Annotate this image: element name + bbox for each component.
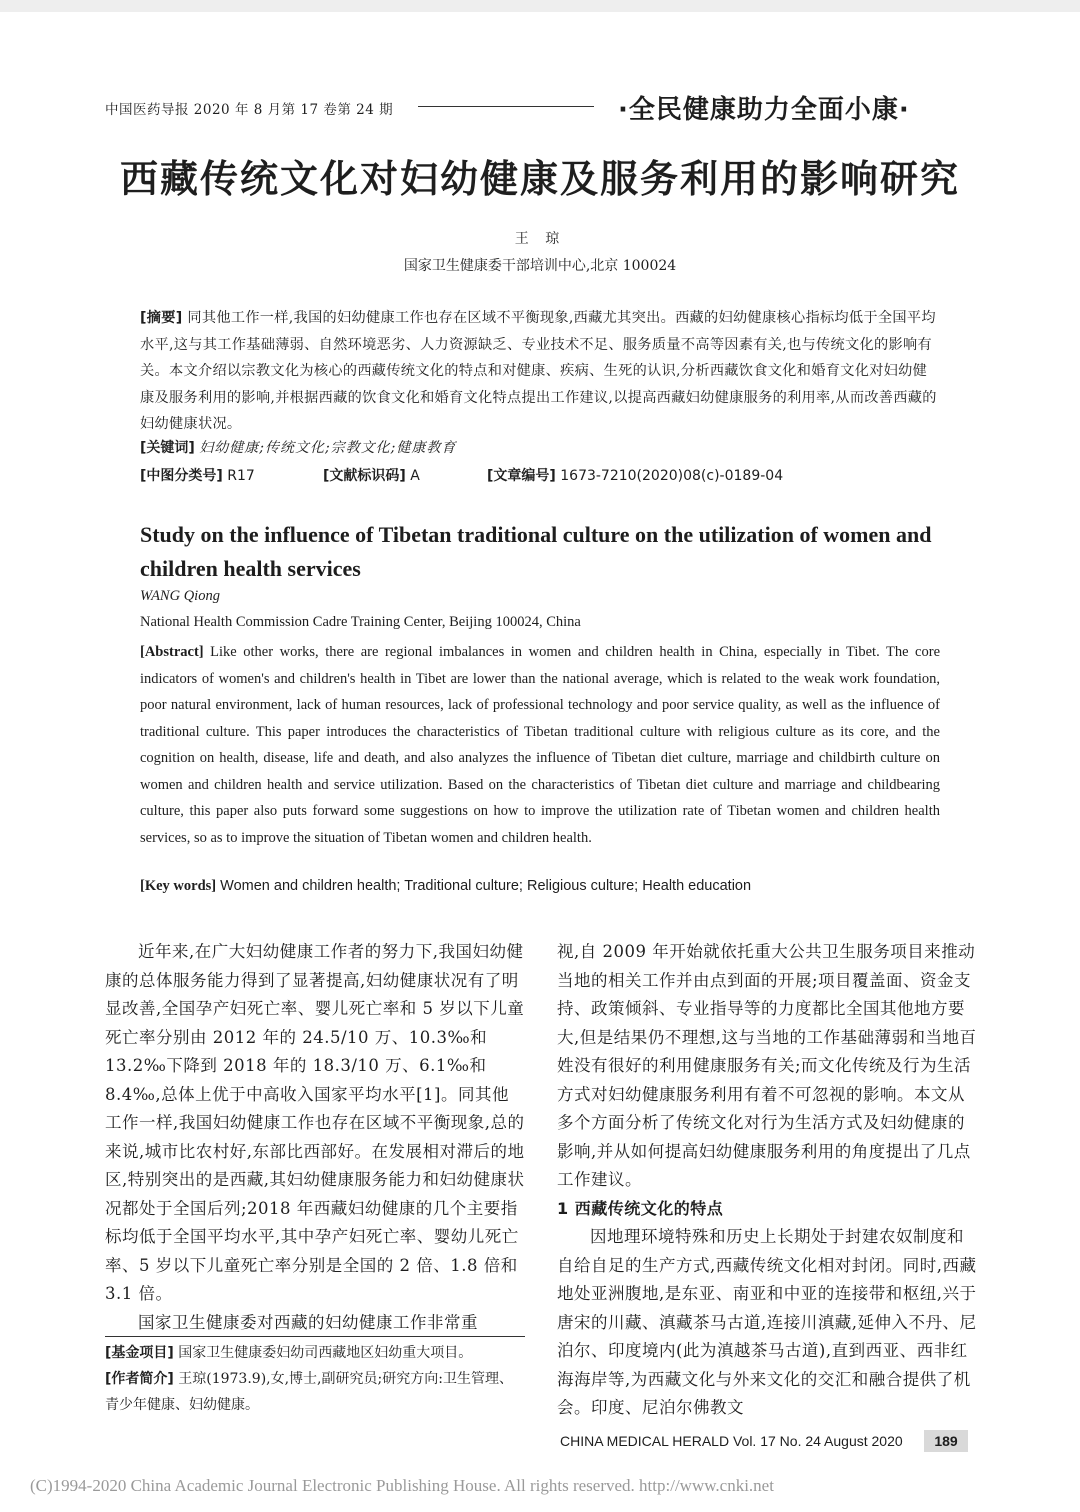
english-affiliation: National Health Commission Cadre Training Center, Beijing 100024, China — [140, 614, 581, 630]
abstract-cn-tag: [摘要] — [140, 310, 183, 326]
doc-tag: [文献标识码] — [323, 468, 406, 484]
clc-value: R17 — [227, 468, 255, 484]
column-name: ·全民健康助力全面小康· — [618, 95, 910, 125]
footer-journal: CHINA MEDICAL HERALD Vol. 17 No. 24 August 2020 — [560, 1433, 903, 1449]
clc-tag: [中图分类号] — [140, 468, 223, 484]
article-tag: [文章编号] — [487, 468, 556, 484]
top-band — [0, 0, 1080, 12]
footnote-rule — [105, 1336, 525, 1337]
fund-text: 国家卫生健康委妇幼司西藏地区妇幼重大项目。 — [178, 1345, 473, 1361]
body-paragraph: 视,自 2009 年开始就依托重大公共卫生服务项目来推动当地的相关工作并由点到面的开展;项目覆盖面、资金支持、政策倾斜、专业指导等的力度都比全国其他地方要大,但是结果仍不理想,这与当地的工作基础薄弱和当地百姓没有很好的利用健康服务有关;而文化传统及行为生活方式对妇幼健康服务利用有着不可忽视的影响。本文从多个方面分析了传统文化对行为生活方式及妇幼健康的影响,并从如何提高妇幼健康服务利用的角度提出了几点工作建议。 — [557, 942, 977, 1189]
fund-note — [105, 1340, 525, 1366]
author-name: 王 琼 — [514, 231, 566, 247]
keywords-cn — [140, 437, 456, 457]
article-value: 1673-7210(2020)08(c)-0189-04 — [560, 468, 784, 484]
abstract-cn-text: 同其他工作一样,我国的妇幼健康工作也存在区域不平衡现象,西藏尤其突出。西藏的妇幼健康核心指标均低于全国平均水平,这与其工作基础薄弱、自然环境恶劣、人力资源缺乏、专业技术不足、服务质量不高等因素有关,也与传统文化的影响有关。本文介绍以宗教文化为核心的西藏传统文化的特点和对健康、疾病、生死的认识,分析西藏饮食文化和婚育文化对妇幼健康及服务利用的影响,并根据西藏的饮食文化和婚育文化特点提出工作建议,以提高西藏妇幼健康服务的利用率,从而改善西藏的妇幼健康状况。 — [140, 310, 937, 432]
english-abstract-tag: [Abstract] — [140, 644, 204, 660]
copyright-watermark: (C)1994-2020 China Academic Journal Electronic Publishing House. All rights reserved. http://www.cnki.net — [30, 1476, 774, 1495]
keywords-cn-tag: [关键词] — [140, 440, 195, 456]
page-number: 189 — [924, 1430, 968, 1452]
english-abstract-text: Like other works, there are regional imbalances in women and children health in China, especially in Tibet. The core indicators of women's and children's health in Tibet are lower than the national average, which is related to the weak work foundation, poor natural environment, lack of human resources, lack of professional technology and poor service quality, as well as the influence of traditional culture. This paper introduces the characteristics of Tibetan traditional culture with religious culture as its core, and the cognition on health, disease, life and death, and also analyzes the influence of Tibetan diet culture, marriage and childbirth culture on women and children health and service utilization. Based on the characteristics of Tibetan diet culture and marriage and childbearing culture, this paper also puts forward some suggestions on how to improve the utilization rate of Tibetan women and children health services, so as to improve the situation of Tibetan women and children health. — [140, 644, 941, 846]
clc-number — [140, 465, 255, 485]
doc-value: A — [410, 468, 420, 484]
header-rule — [418, 106, 594, 107]
english-keywords-tag: [Key words] — [140, 878, 217, 894]
paper-title: 西藏传统文化对妇幼健康及服务利用的影响研究 — [119, 156, 960, 201]
author-affiliation: 国家卫生健康委干部培训中心,北京 100024 — [403, 258, 677, 274]
keywords-cn-text: 妇幼健康;传统文化;宗教文化;健康教育 — [199, 440, 457, 456]
section-heading: 1 西藏传统文化的特点 — [557, 1198, 724, 1218]
article-number — [487, 465, 783, 485]
body-paragraph: 国家卫生健康委对西藏的妇幼健康工作非常重 — [138, 1312, 478, 1332]
english-author: WANG Qiong — [140, 588, 220, 604]
fund-tag: [基金项目] — [105, 1345, 174, 1361]
body-paragraph: 因地理环境特殊和历史上长期处于封建农奴制度和自给自足的生产方式,西藏传统文化相对封闭。同时,西藏地处亚洲腹地,是东亚、南亚和中亚的连接带和枢纽,兴于唐宋的川藏、滇藏茶马古道,连接川滇藏,延伸入不丹、尼泊尔、印度境内(此为滇越茶马古道),直到西亚、西非红海海岸等,为西藏文化与外来文化的交汇和融合提供了机会。印度、尼泊尔佛教文 — [557, 1227, 977, 1417]
author-bio-tag: [作者简介] — [105, 1371, 174, 1387]
author-bio-note — [105, 1366, 525, 1418]
english-abstract — [140, 639, 940, 851]
body-left-column — [105, 938, 525, 1337]
journal-header: 中国医药导报 2020 年 8 月第 17 卷第 24 期 — [105, 102, 394, 118]
body-paragraph: 近年来,在广大妇幼健康工作者的努力下,我国妇幼健康的总体服务能力得到了显著提高,妇幼健康状况有了明显改善,全国孕产妇死亡率、婴儿死亡率和 5 岁以下儿童死亡率分别由 2012 年的 24.5/10 万、10.3‰和 13.2‰下降到 2018 年的 18.3/10 万、6.1‰和 8.4‰,总体上优于中高收入国家平均水平[1]。同其他工作一样,我国妇幼健康工作也存在区域不平衡现象,总的来说,城市比农村好,东部比西部好。在发展相对滞后的地区,特别突出的是西藏,其妇幼健康服务能力和妇幼健康状况都处于全国后列;2018 年西藏妇幼健康的几个主要指标均低于全国平均水平,其中孕产妇死亡率、婴幼儿死亡率、5 岁以下儿童死亡率分别是全国的 2 倍、1.8 倍和 3.1 倍。 — [105, 942, 525, 1303]
abstract-cn — [140, 305, 940, 438]
footnotes — [105, 1340, 525, 1418]
author-bio-text: 王琼(1973.9),女,博士,副研究员;研究方向:卫生管理、青少年健康、妇幼健康。 — [105, 1371, 513, 1413]
body-right-column — [557, 938, 977, 1423]
english-keywords — [140, 878, 751, 895]
english-title: Study on the influence of Tibetan traditional culture on the utilization of women and children health services — [140, 522, 932, 581]
doc-code — [323, 465, 420, 485]
english-keywords-text: Women and children health; Traditional culture; Religious culture; Health education — [220, 878, 752, 894]
